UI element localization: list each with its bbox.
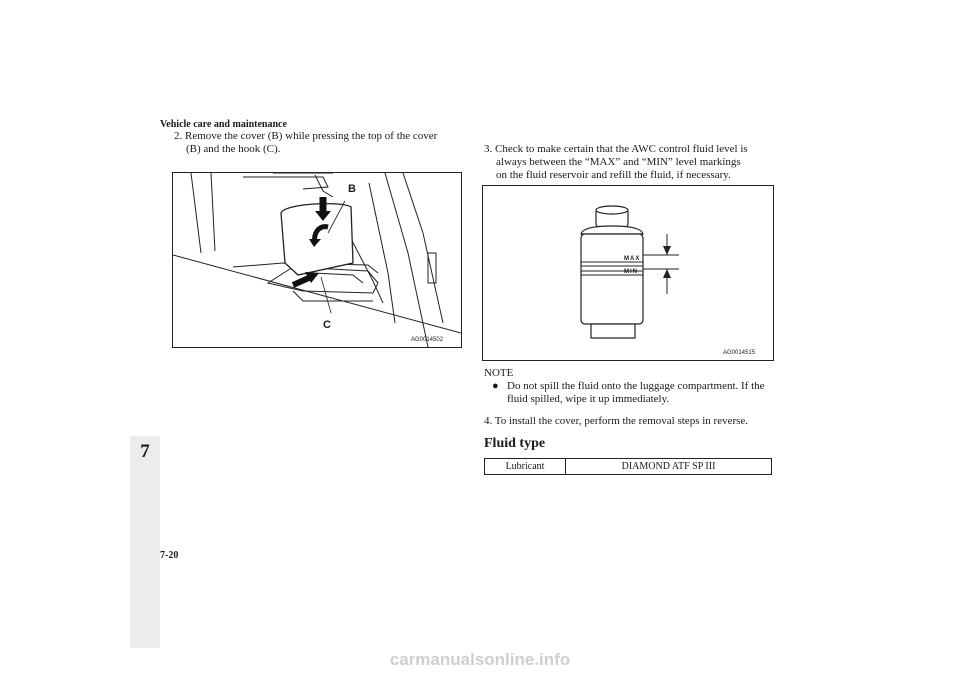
- max-marking: MAX: [624, 256, 641, 262]
- step-3-continued-2: on the fluid reservoir and refill the fluid, if necessary.: [496, 169, 731, 181]
- figure-fluid-reservoir: [482, 185, 774, 361]
- lubricant-label-cell: Lubricant: [485, 459, 566, 475]
- figure-code: AG0014515: [723, 350, 756, 356]
- watermark: carmanualsonline.info: [389, 650, 571, 669]
- chapter-number: 7: [140, 441, 150, 462]
- page-header: Vehicle care and maintenance: [160, 119, 287, 130]
- page-number: 7-20: [160, 550, 179, 561]
- label-b: B: [348, 183, 356, 195]
- step-2: 2. Remove the cover (B) while pressing the top of the cover: [174, 130, 438, 142]
- lubricant-value-cell: DIAMOND ATF SP III: [566, 459, 772, 475]
- fluid-type-heading: Fluid type: [484, 436, 546, 451]
- figure-cover-removal: [172, 172, 462, 348]
- step-3: 3. Check to make certain that the AWC control fluid level is: [484, 143, 748, 155]
- chapter-tab: [130, 436, 160, 648]
- fluid-type-table: [484, 458, 772, 475]
- table-row: [485, 459, 772, 475]
- note-line-1: Do not spill the fluid onto the luggage compartment. If the: [507, 380, 765, 392]
- note-line-2: fluid spilled, wipe it up immediately.: [507, 393, 670, 405]
- figure-code: AG0014502: [411, 337, 444, 343]
- step-4: 4. To install the cover, perform the removal steps in reverse.: [484, 415, 749, 427]
- note-heading: NOTE: [484, 367, 514, 379]
- step-3-continued-1: always between the “MAX” and “MIN” level markings: [496, 156, 741, 168]
- note-bullet: ●: [492, 380, 499, 392]
- label-c: C: [323, 319, 331, 331]
- step-2-continued: (B) and the hook (C).: [186, 143, 281, 155]
- min-marking: MIN: [624, 269, 638, 275]
- cover-illustration: [173, 173, 461, 347]
